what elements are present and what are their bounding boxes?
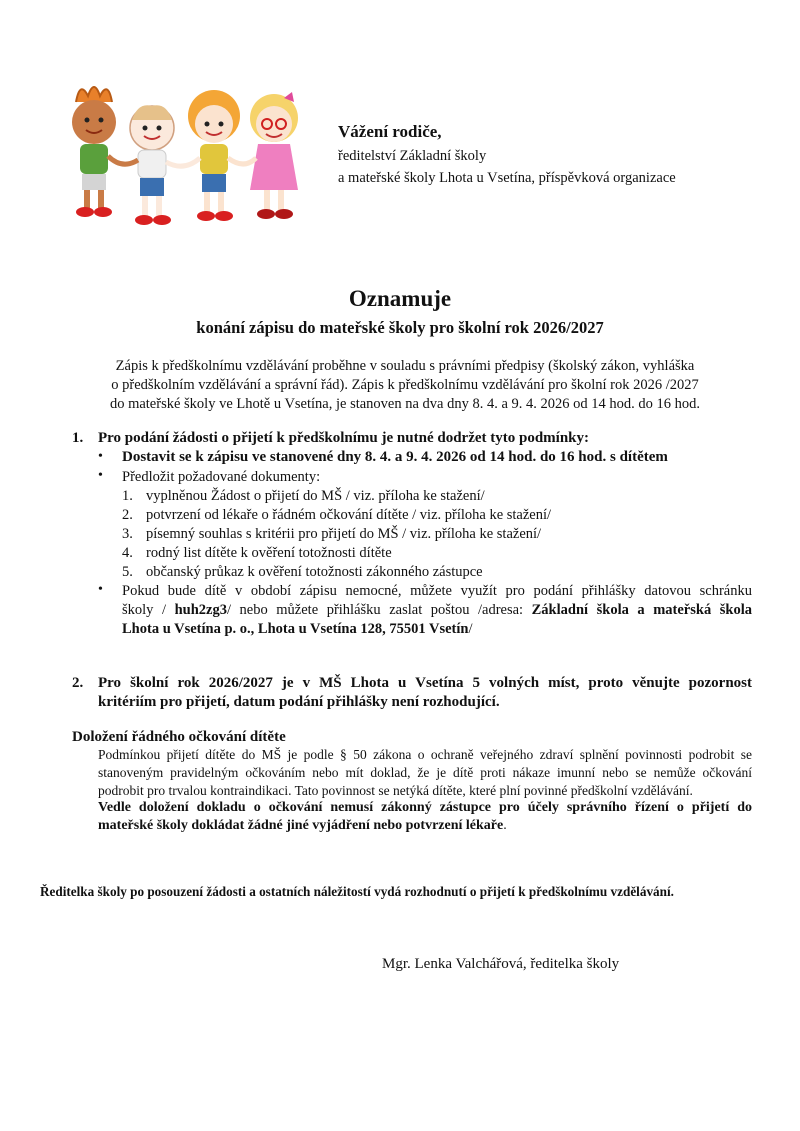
child-figure (188, 90, 240, 221)
decision-statement: Ředitelka školy po posouzení žádosti a ostatních náležitostí vydá rozhodnutí o přijetí k předškolnímu vzdělávání. (40, 884, 674, 899)
vaccination-bold-line: mateřské školy dokládat žádné jiné vyjádření nebo potvrzení lékaře. (98, 818, 507, 833)
document-number: 2. (122, 507, 133, 523)
document-number: 1. (122, 488, 133, 504)
bullet-item: Dostavit se k zápisu ve stanovené dny 8. 4. a 9. 4. 2026 od 14 hod. do 16 hod. s dítětem (122, 449, 668, 465)
document-item: občanský průkaz k ověření totožnosti zákonného zástupce (146, 564, 483, 580)
page-title: Oznamuje (348, 286, 452, 311)
document-item: rodný list dítěte k ověření totožnosti dítěte (146, 545, 392, 561)
vaccination-line: stanoveným pravidelným očkováním nebo mít doklad, že je dítě proti nákaze imunní nebo se nemůže očkování (98, 765, 752, 780)
document-item: písemný souhlas s kritérii pro přijetí do MŠ / viz. příloha ke stažení/ (146, 526, 542, 542)
document-number: 4. (122, 545, 133, 561)
document-number: 5. (122, 564, 133, 580)
vaccination-line: Podmínkou přijetí dítěte do MŠ je podle § 50 zákona o ochraně veřejného zdraví splnění povinnosti podrobit se (98, 747, 752, 762)
intro-line: o předškolním vzdělávání a správní řád). Zápis k předškolnímu vzdělávání pro školní rok 2026 /2027 (111, 377, 699, 393)
bullet-item: Pokud bude dítě v období zápisu nemocné, můžete využít pro podání přihlášky datovou schránku (122, 583, 752, 599)
document-number: 3. (122, 526, 133, 542)
greeting-line: a mateřské školy Lhota u Vsetína, příspěvková organizace (338, 170, 676, 186)
address-line: Lhota u Vsetína p. o., Lhota u Vsetína 128, 75501 Vsetín/ (122, 621, 473, 637)
document-item: potvrzení od lékaře o řádném očkování dítěte / viz. příloha ke stažení/ (146, 507, 552, 523)
vaccination-line: podrobit pro trvalou kontraindikaci. Tato povinnost se netýká dítěte, které plní povinné předškolní vzdělávání. (98, 783, 693, 798)
greeting-title: Vážení rodiče, (338, 122, 442, 141)
intro-line: do mateřské školy ve Lhotě u Vsetína, je stanoven na dva dny 8. 4. a 9. 4. 2026 od 14 hod. do 16 hod. (109, 396, 701, 412)
intro-line: Zápis k předškolnímu vzdělávání proběhne v souladu s právními předpisy (školský zákon, vyhláška (115, 358, 695, 374)
section2-line: kritériím pro přijetí, datum podání přihlášky není rozhodující. (98, 694, 500, 710)
vaccination-title: Doložení řádného očkování dítěte (72, 729, 286, 745)
section-title: Pro podání žádosti o přijetí k předškolnímu je nutné dodržet tyto podmínky: (98, 430, 590, 446)
bullet-icon: • (98, 582, 103, 597)
bullet-icon: • (98, 449, 103, 464)
greeting-line: ředitelství Základní školy (338, 148, 487, 164)
vaccination-bold-line: Vedle doložení dokladu o očkování nemusí zákonný zástupce pro účely správního řízení o přijetí do (98, 800, 752, 815)
bullet-item-continued: školy / huh2zg3/ nebo můžete přihlášku zaslat poštou /adresa: Základní škola a mateřská škola (122, 602, 752, 618)
bullet-icon: • (98, 468, 103, 483)
document-item: vyplněnou Žádost o přijetí do MŠ / viz. příloha ke stažení/ (146, 488, 485, 504)
list-number: 2. (72, 675, 84, 691)
children-illustration (58, 78, 318, 258)
page-subtitle: konání zápisu do mateřské školy pro školní rok 2026/2027 (196, 318, 604, 337)
section2-line: Pro školní rok 2026/2027 je v MŠ Lhota u Vsetína 5 volných míst, proto věnujte pozornost (98, 675, 752, 691)
child-figure (250, 92, 298, 219)
child-figure (72, 87, 116, 217)
bullet-item: Předložit požadované dokumenty: (122, 469, 321, 485)
signature: Mgr. Lenka Valchářová, ředitelka školy (382, 956, 620, 972)
list-number: 1. (72, 430, 84, 446)
